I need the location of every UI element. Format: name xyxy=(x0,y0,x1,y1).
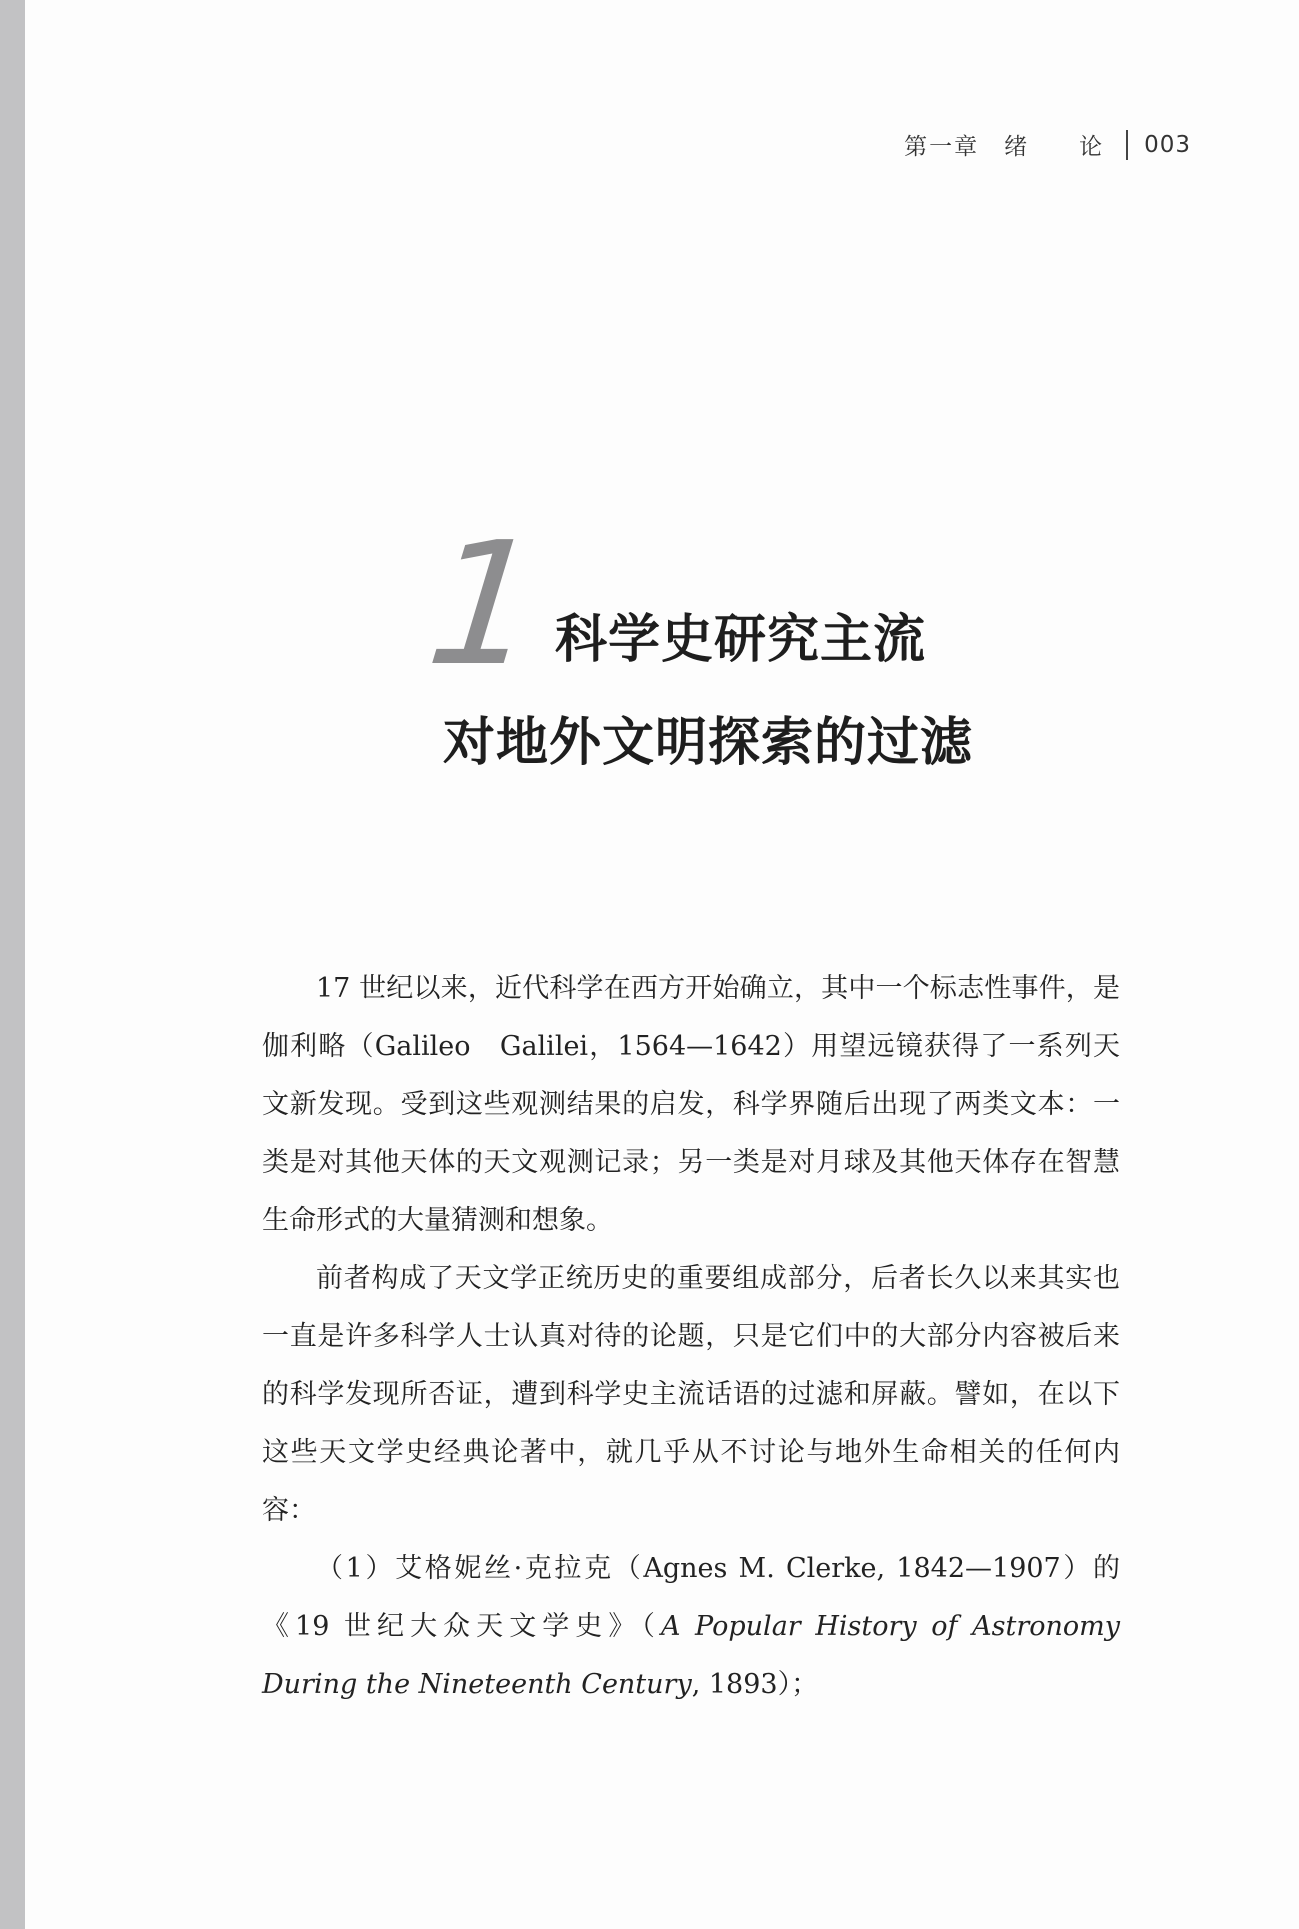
paragraph: 17 世纪以来，近代科学在西方开始确立，其中一个标志性事件，是伽利略（Galileo Galilei，1564—1642）用望远镜获得了一系列天文新发现。受到这些观测结果的启发，科学界随后出现了两类文本：一类是对其他天体的天文观测记录；另一类是对月球及其他天体存在智慧生命形式的大量猜测和想象。 xyxy=(262,973,1120,1236)
paragraph: 前者构成了天文学正统历史的重要组成部分，后者长久以来其实也一直是许多科学人士认真对待的论题，只是它们中的大部分内容被后来的科学发现所否证，遭到科学史主流话语的过滤和屏蔽。譬如，在以下这些天文学史经典论著中，就几乎从不讨论与地外生命相关的任何内容： xyxy=(262,1263,1120,1526)
chapter-title-line-1: 科学史研究主流 xyxy=(555,610,927,670)
list-item-text: （1）艾格妮丝·克拉克（Agnes M. Clerke, 1842—1907）的《19 世纪大众天文学史》（ xyxy=(262,1553,1120,1642)
page-number: 003 xyxy=(1144,131,1191,158)
list-item-text-end: , 1893）； xyxy=(691,1669,819,1700)
header-separator xyxy=(1126,130,1128,160)
running-header-chapter: 第一章 绪 论 xyxy=(904,134,1105,160)
chapter-number: 1 xyxy=(419,506,549,704)
chapter-title-line-2: 对地外文明探索的过滤 xyxy=(443,713,974,773)
body-text xyxy=(262,960,1120,1714)
running-header xyxy=(904,128,1191,161)
book-title: A Popular History of Astronomy During the Nineteenth Century xyxy=(262,1611,1120,1700)
page-edge-bar xyxy=(0,0,25,1929)
list-item xyxy=(262,1540,1120,1714)
